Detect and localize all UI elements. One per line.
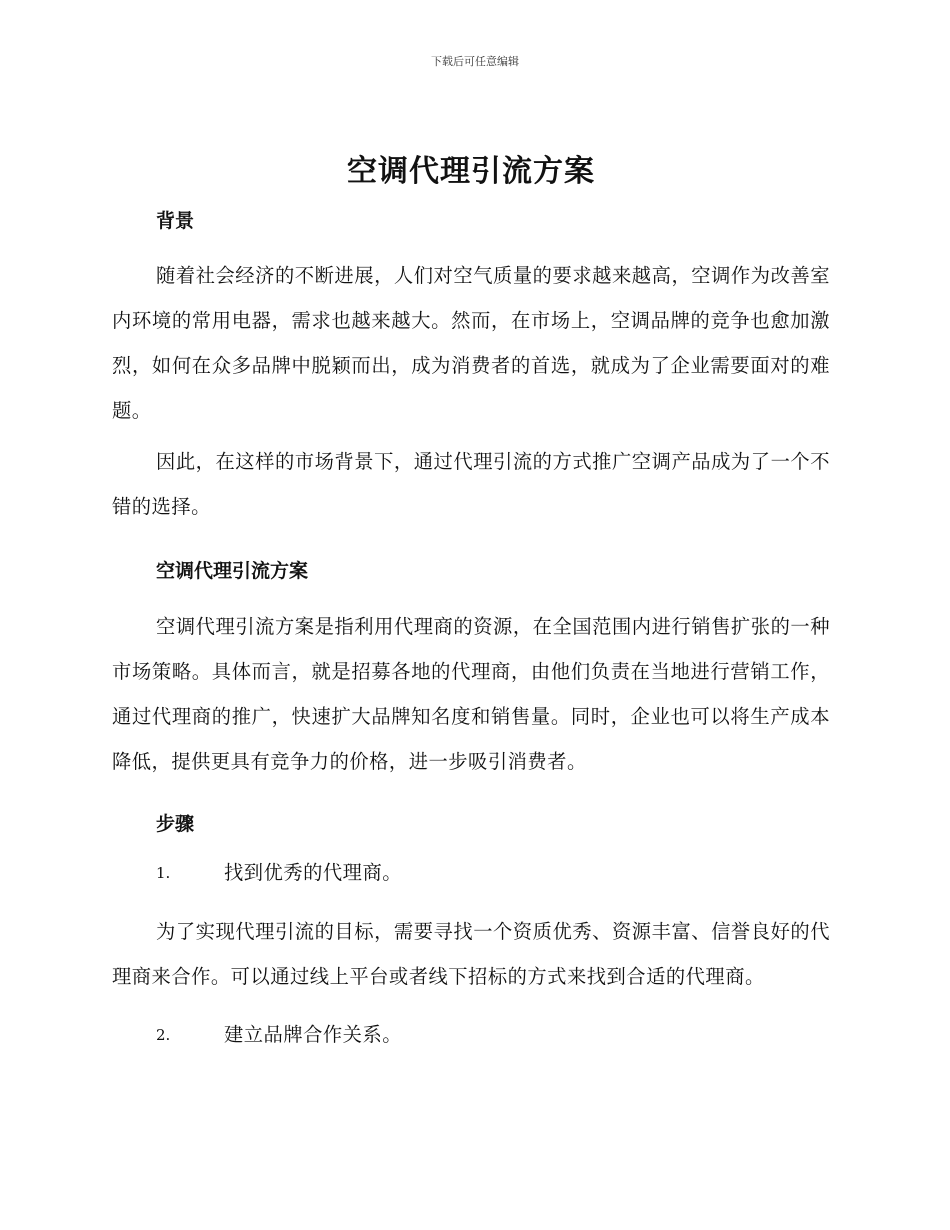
step-title: 找到优秀的代理商。 xyxy=(224,861,403,884)
section-heading-plan: 空调代理引流方案 xyxy=(156,560,309,582)
step-item-2 xyxy=(112,1020,830,1050)
paragraph-plan-1: 空调代理引流方案是指利用代理商的资源，在全国范围内进行销售扩张的一种市场策略。具体而言，就是招募各地的代理商，由他们负责在当地进行营销工作，通过代理商的推广，快速扩大品牌知名度和销售量。同时，企业也可以将生产成本降低，提供更具有竞争力的价格，进一步吸引消费者。 xyxy=(112,615,830,773)
section-heading-steps: 步骤 xyxy=(156,813,195,835)
step-title: 建立品牌合作关系。 xyxy=(224,1023,403,1046)
document-title: 空调代理引流方案 xyxy=(347,154,595,189)
document-body xyxy=(112,150,830,1050)
page-header: 下载后可任意编辑 xyxy=(431,55,519,68)
step-item-1 xyxy=(112,858,830,888)
step-number: 2. xyxy=(156,1026,171,1044)
paragraph-background-1: 随着社会经济的不断进展，人们对空气质量的要求越来越高，空调作为改善室内环境的常用电器，需求也越来越大。然而，在市场上，空调品牌的竞争也愈加激烈，如何在众多品牌中脱颖而出，成为消费者的首选，就成为了企业需要面对的难题。 xyxy=(112,264,830,422)
step-number: 1. xyxy=(156,864,171,882)
paragraph-step-1: 为了实现代理引流的目标，需要寻找一个资质优秀、资源丰富、信誉良好的代理商来合作。可以通过线上平台或者线下招标的方式来找到合适的代理商。 xyxy=(112,920,830,988)
paragraph-background-2: 因此，在这样的市场背景下，通过代理引流的方式推广空调产品成为了一个不错的选择。 xyxy=(112,450,830,518)
section-heading-background: 背景 xyxy=(156,210,195,232)
